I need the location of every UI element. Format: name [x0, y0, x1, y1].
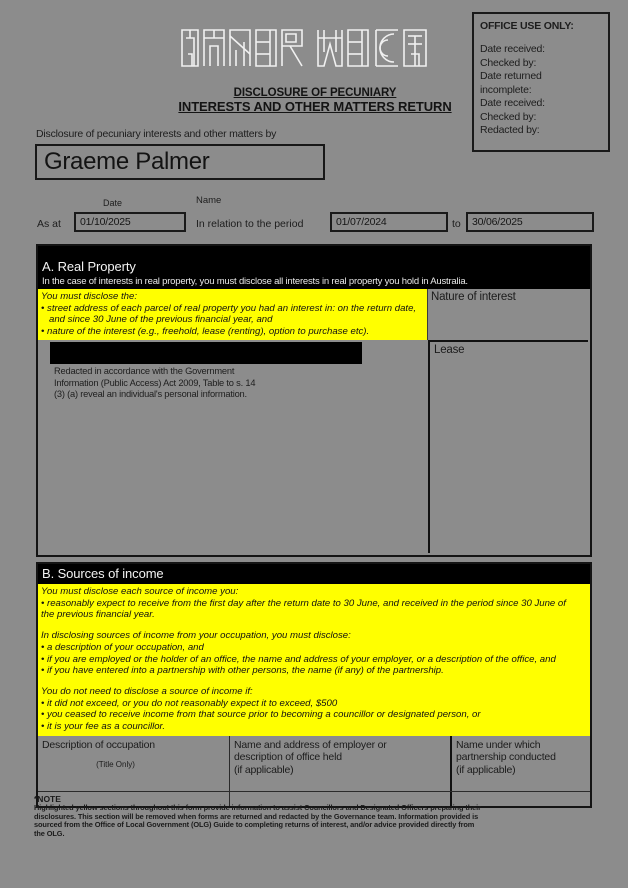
redaction-note-line-1: Redacted in accordance with the Government	[54, 366, 235, 377]
section-a-instructions-cell	[38, 289, 428, 340]
section-b-occupation-bullet-2: • if you are employed or the holder of an office, the name and address of your employer, or a description of the office, and	[41, 653, 556, 665]
section-a-top-band	[38, 246, 590, 258]
to-label: to	[452, 218, 461, 230]
section-a-address-cell[interactable]	[38, 340, 428, 555]
redaction-bar	[50, 342, 362, 364]
section-b-column-occupation	[38, 736, 230, 791]
as-at-date-input[interactable]: 01/10/2025	[74, 212, 186, 232]
section-b-column-employer-line-3: (if applicable)	[234, 763, 294, 776]
page-title-line-1: DISCLOSURE OF PECUNIARY	[233, 87, 397, 99]
name-field[interactable]	[35, 144, 325, 180]
page-title	[150, 86, 480, 114]
section-b-column-partnership-line-1: Name under which	[456, 738, 541, 751]
section-b-column-headers	[38, 736, 590, 791]
section-b-heading: B. Sources of income	[38, 564, 590, 584]
footnote	[34, 794, 604, 838]
section-b-column-occupation-label: Description of occupation	[42, 738, 155, 751]
section-b-column-partnership	[452, 736, 590, 791]
office-use-date-received-2: Date received:	[480, 97, 545, 109]
office-use-incomplete: incomplete:	[480, 83, 532, 96]
section-b-instructions	[38, 584, 590, 736]
section-b-column-employer-line-1: Name and address of employer or	[234, 738, 387, 751]
section-b-occupation-bullet-3: • if you have entered into a partnership with other persons, the name (if any) of the partnership.	[41, 665, 444, 677]
office-use-box	[472, 12, 610, 152]
section-b-exempt-bullet-2: • you ceased to receive income from that source prior to becoming a councillor or designated person, or	[41, 709, 481, 721]
as-at-label: As at	[37, 218, 61, 230]
office-use-date-returned: Date returned	[480, 70, 542, 82]
redaction-note	[54, 366, 354, 400]
footnote-line-1: Highlighted yellow sections throughout this form provide information to assist Councillors and Designated Officers preparing their	[34, 803, 481, 812]
section-a-nature-header-cell	[428, 289, 590, 340]
section-a-bullet-1-cont: and since 30 June of the previous financial year, and	[49, 314, 273, 326]
footnote-line-3: sourced from the Office of Local Government (OLG) Guide to completing returns of interest, and/or advice provided directly from	[34, 820, 475, 830]
in-relation-to-period-label: In relation to the period	[196, 218, 304, 230]
section-a-bullet-1: • street address of each parcel of real property you had an interest in: on the return date,	[41, 302, 417, 314]
section-b-bullet-1-cont: the previous financial year.	[41, 609, 155, 621]
inner-west-logo	[178, 24, 450, 72]
section-a-real-property	[36, 244, 592, 557]
section-b-column-employer-line-2: description of office held	[234, 751, 342, 764]
period-from-input[interactable]: 01/07/2024	[330, 212, 448, 232]
footnote-line-4: the OLG.	[34, 828, 65, 838]
period-to-input[interactable]: 30/06/2025	[466, 212, 594, 232]
section-a-bullet-2: • nature of the interest (e.g., freehold, lease (renting), option to purchase etc).	[41, 325, 370, 337]
spacer-1	[41, 621, 586, 630]
section-a-subheading: In the case of interests in real property, you must disclose all interests in real property you hold in Australia.	[38, 276, 590, 289]
section-a-nature-cell[interactable]	[428, 340, 588, 553]
section-b-instructions-intro: You must disclose each source of income you:	[41, 586, 239, 597]
section-b-sources-of-income	[36, 562, 592, 808]
spacer-2	[41, 677, 586, 686]
office-use-redacted-by: Redacted by:	[480, 124, 540, 136]
office-use-checked-by-2: Checked by:	[480, 110, 537, 123]
page-title-line-2: INTERESTS AND OTHER MATTERS RETURN	[178, 99, 452, 114]
office-use-checked-by-1: Checked by:	[480, 56, 537, 69]
section-a-instruction-row	[38, 289, 590, 340]
section-b-column-partnership-line-3: (if applicable)	[456, 763, 516, 776]
section-a-column-header-nature: Nature of interest	[431, 291, 516, 303]
section-a-nature-value: Lease	[434, 344, 465, 357]
section-b-exempt-bullet-3: • it is your fee as a councillor.	[41, 721, 166, 733]
section-b-exempt-intro: You do not need to disclose a source of income if:	[41, 685, 253, 697]
section-a-entry-row	[38, 340, 590, 555]
footnote-line-2: disclosures. This section will be removed when forms are returned and redacted by the Governance team. Information provided is	[34, 811, 479, 821]
redaction-note-line-3: (3) (a) reveal an individual's personal information.	[54, 389, 247, 400]
section-b-occupation-intro: In disclosing sources of income from your occupation, you must disclose:	[41, 630, 351, 642]
section-a-instructions-intro: You must disclose the:	[41, 291, 137, 302]
section-a-instructions	[38, 289, 427, 340]
office-use-date-received-1: Date received:	[480, 43, 545, 55]
section-a-heading: A. Real Property	[38, 258, 590, 276]
section-b-occupation-bullet-1: • a description of your occupation, and	[41, 641, 204, 653]
redaction-note-line-2: Information (Public Access) Act 2009, Table to s. 14	[54, 377, 256, 388]
name-value: Graeme Palmer	[44, 148, 210, 175]
section-b-column-employer	[230, 736, 452, 791]
section-b-column-partnership-line-2: partnership conducted	[456, 751, 556, 764]
logo-icon	[178, 24, 450, 72]
section-b-bullet-1: • reasonably expect to receive from the first day after the return date to 30 June, and received in the period since 30 June of	[41, 597, 566, 609]
date-caption: Date	[103, 198, 123, 208]
section-b-exempt-bullet-1: • it did not exceed, or you do not reasonably expect it to exceed, $500	[41, 697, 338, 709]
name-caption: Name	[196, 195, 222, 206]
footnote-title: *NOTE	[34, 794, 61, 804]
office-use-title: OFFICE USE ONLY:	[480, 20, 574, 32]
section-b-column-occupation-sub: (Title Only)	[96, 760, 135, 770]
disclosure-by-label: Disclosure of pecuniary interests and other matters by	[36, 128, 277, 140]
